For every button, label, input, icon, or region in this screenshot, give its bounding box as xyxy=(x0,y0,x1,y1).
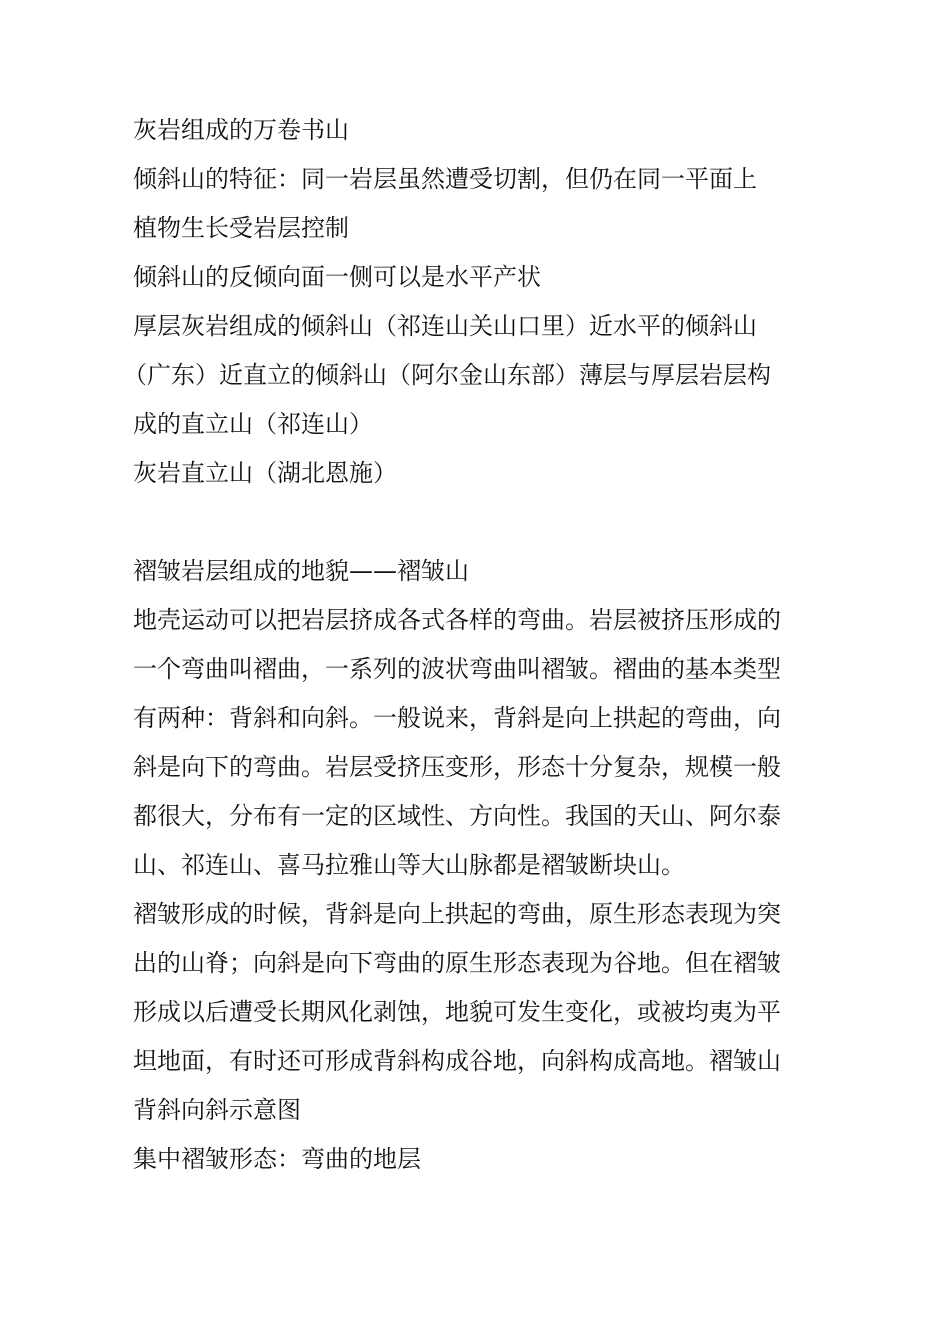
text-line: 厚层灰岩组成的倾斜山（祁连山关山口里）近水平的倾斜山 xyxy=(133,312,757,340)
paragraph-line: 斜是向下的弯曲。岩层受挤压变形，形态十分复杂，规模一般 xyxy=(133,753,781,781)
paragraph-line: 出的山脊；向斜是向下弯曲的原生形态表现为谷地。但在褶皱 xyxy=(133,949,781,977)
paragraph-line: 形成以后遭受长期风化剥蚀，地貌可发生变化，或被均夷为平 xyxy=(133,998,781,1026)
text-line: 倾斜山的反倾向面一侧可以是水平产状 xyxy=(133,263,541,291)
text-line: 灰岩直立山（湖北恩施） xyxy=(133,459,397,487)
text-line: 倾斜山的特征：同一岩层虽然遭受切割，但仍在同一平面上 xyxy=(133,165,757,193)
text-line: 成的直立山（祁连山） xyxy=(133,410,373,438)
paragraph-line: 山、祁连山、喜马拉雅山等大山脉都是褶皱断块山。 xyxy=(133,851,685,879)
section-heading: 褶皱岩层组成的地貌——褶皱山 xyxy=(133,557,469,585)
paragraph-line: 有两种：背斜和向斜。一般说来，背斜是向上拱起的弯曲，向 xyxy=(133,704,781,732)
text-line: （广东）近直立的倾斜山（阿尔金山东部）薄层与厚层岩层构 xyxy=(123,361,771,389)
paragraph-line: 一个弯曲叫褶曲，一系列的波状弯曲叫褶皱。褶曲的基本类型 xyxy=(133,655,781,683)
paragraph-line: 褶皱形成的时候，背斜是向上拱起的弯曲，原生形态表现为突 xyxy=(133,900,781,928)
paragraph-line: 地壳运动可以把岩层挤成各式各样的弯曲。岩层被挤压形成的 xyxy=(133,606,781,634)
figure-caption: 背斜向斜示意图 xyxy=(133,1096,301,1124)
paragraph-line: 都很大，分布有一定的区域性、方向性。我国的天山、阿尔泰 xyxy=(133,802,781,830)
paragraph-line: 坦地面，有时还可形成背斜构成谷地，向斜构成高地。褶皱山 xyxy=(133,1047,781,1075)
text-line: 植物生长受岩层控制 xyxy=(133,214,349,242)
text-line: 灰岩组成的万卷书山 xyxy=(133,116,349,144)
figure-caption: 集中褶皱形态：弯曲的地层 xyxy=(133,1145,421,1173)
